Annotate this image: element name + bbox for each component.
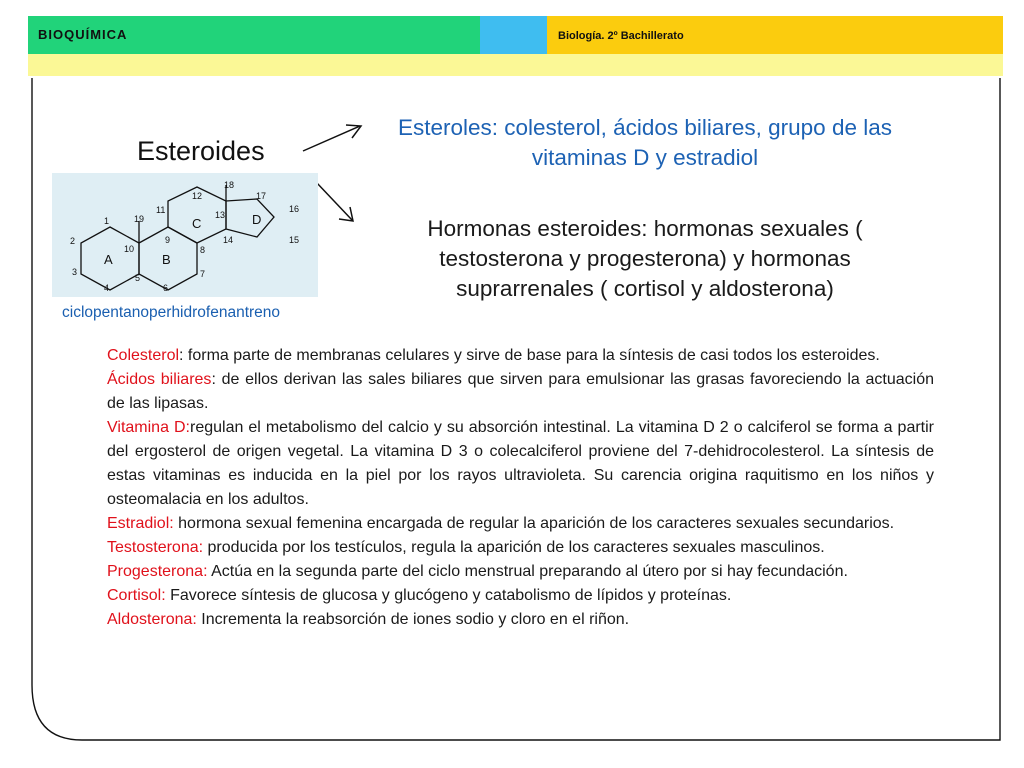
- atom-number: 16: [289, 204, 300, 214]
- item-text: producida por los testículos, regula la aparición de los caracteres sexuales masculinos.: [203, 539, 825, 556]
- atom-number: 18: [224, 180, 235, 190]
- atom-number: 17: [256, 191, 267, 201]
- ring-label-d: D: [252, 212, 262, 227]
- item-term: Estradiol:: [107, 515, 174, 532]
- ring-label-a: A: [104, 252, 113, 267]
- atom-number: 6: [163, 283, 169, 293]
- atom-number: 9: [165, 235, 171, 245]
- atom-number: 15: [289, 235, 300, 245]
- item-term: Aldosterona:: [107, 611, 197, 628]
- item-text: : forma parte de membranas celulares y sirve de base para la síntesis de casi todos los esteroides.: [179, 347, 880, 364]
- molecule-caption: ciclopentanoperhidrofenantreno: [62, 304, 281, 321]
- list-item: [107, 584, 934, 608]
- item-term: Cortisol:: [107, 587, 166, 604]
- atom-number: 5: [135, 273, 141, 283]
- atom-number: 11: [156, 205, 166, 215]
- atom-number: 19: [134, 214, 145, 224]
- item-text: : de ellos derivan las sales biliares que sirven para emulsionar las grasas favoreciendo la actuación de las lipasas.: [107, 371, 935, 412]
- description-list: [107, 344, 934, 632]
- atom-number: 10: [124, 244, 135, 254]
- item-term: Vitamina D:: [107, 419, 190, 436]
- hormonas-heading: Hormonas esteroides: hormonas sexuales ( testosterona y progesterona) y hormonas suprarrenales ( cortisol y aldosterona): [427, 216, 863, 301]
- list-item: [107, 560, 934, 584]
- atom-number: 4: [104, 283, 110, 293]
- atom-number: 1: [104, 216, 110, 226]
- list-item: [107, 344, 934, 368]
- arrow-to-esteroles: [303, 125, 361, 151]
- item-term: Colesterol: [107, 347, 180, 364]
- item-text: regulan el metabolismo del calcio y su absorción intestinal. La vitamina D 2 o calciferol se forma a partir del ergosterol de origen vegetal. La vitamina D 3 o colecalciferol proviene del 7-dehidrocolesterol. La síntesis de estas vitaminas es inducida en la piel por los rayos ultravioleta. Su carencia origina raquitismo en los niños y osteomalacia en los adultos.: [107, 419, 934, 508]
- header-course: Biología. 2º Bachillerato: [558, 30, 684, 42]
- esteroles-heading: Esteroles: colesterol, ácidos biliares, grupo de las vitaminas D y estradiol: [397, 115, 892, 170]
- item-text: Incrementa la reabsorción de iones sodio y cloro en el riñon.: [196, 611, 630, 628]
- list-item: [107, 512, 934, 536]
- atom-number: 7: [200, 269, 206, 279]
- item-term: Progesterona:: [107, 563, 208, 580]
- item-text: Favorece síntesis de glucosa y glucógeno y catabolismo de lípidos y proteínas.: [165, 587, 732, 604]
- steroid-nucleus-diagram: [52, 173, 318, 297]
- atom-number: 2: [70, 236, 76, 246]
- atom-number: 8: [200, 245, 206, 255]
- atom-number: 13: [215, 210, 226, 220]
- list-item: [107, 608, 934, 632]
- list-item: [107, 416, 934, 512]
- page-title: Esteroides: [137, 136, 265, 166]
- ring-label-c: C: [192, 216, 202, 231]
- item-text: Actúa en la segunda parte del ciclo menstrual preparando al útero por si hay fecundación.: [207, 563, 848, 580]
- item-text: hormona sexual femenina encargada de regular la aparición de los caracteres sexuales secundarios.: [173, 515, 895, 532]
- header-subject: BIOQUÍMICA: [38, 27, 128, 42]
- item-term: Testosterona:: [107, 539, 204, 556]
- item-term: Ácidos biliares: [107, 371, 212, 388]
- arrow-to-hormonas: [316, 182, 353, 221]
- ring-label-b: B: [162, 252, 171, 267]
- list-item: [107, 368, 934, 416]
- atom-number: 3: [72, 267, 78, 277]
- list-item: [107, 536, 934, 560]
- atom-number: 14: [223, 235, 234, 245]
- atom-number: 12: [192, 191, 203, 201]
